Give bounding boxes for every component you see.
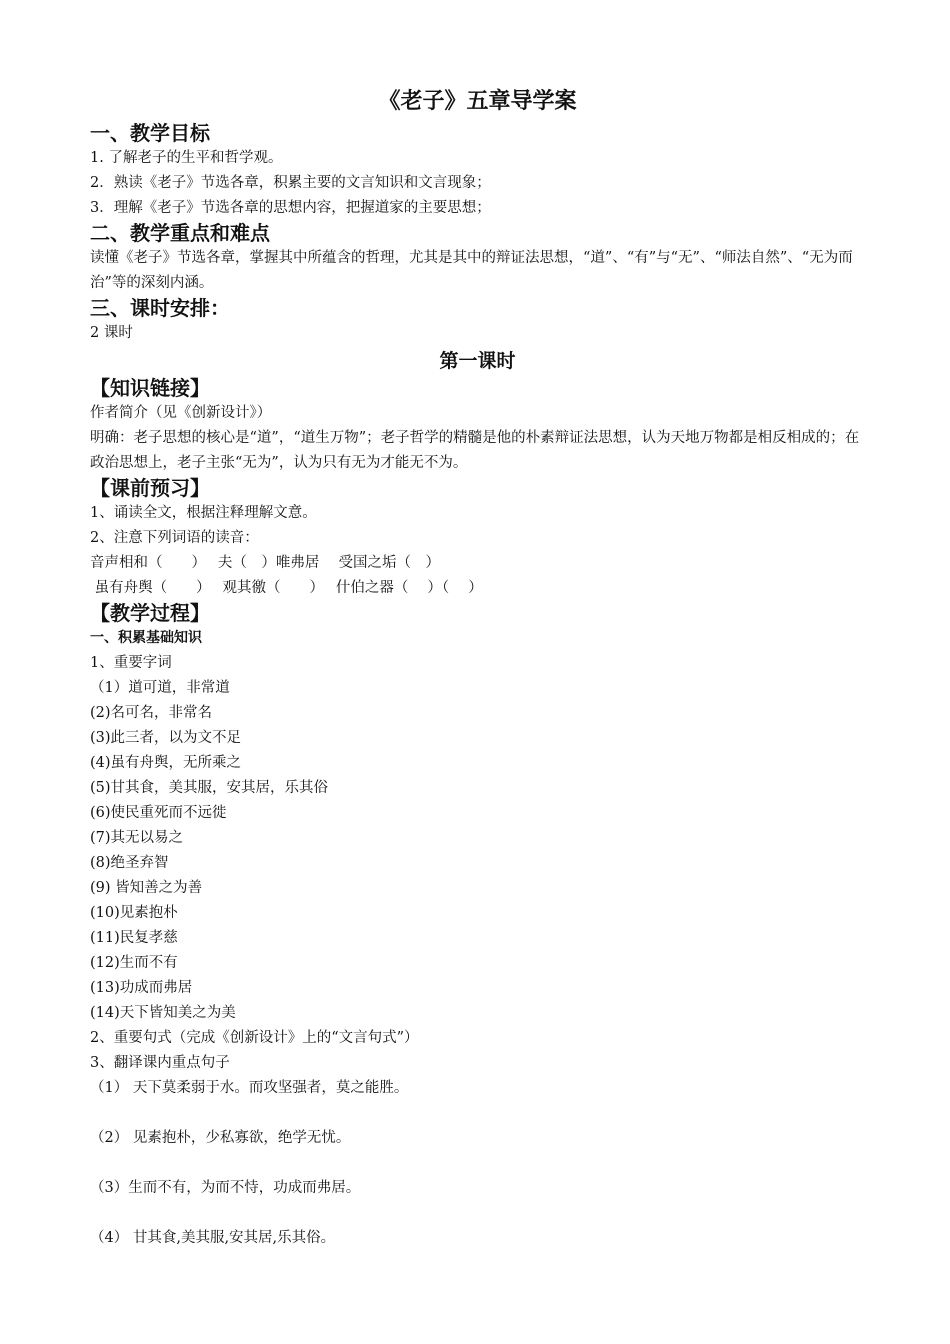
word-item: （1）道可道，非常道	[90, 680, 230, 696]
word-item: (5)甘其食，美其服，安其居，乐其俗	[90, 780, 329, 796]
word-item: (10)见素抱朴	[90, 905, 178, 921]
knowledge-text: 明确：老子思想的核心是“道”，“道生万物”；老子哲学的精髓是他的朴素辩证法思想，认为天地万物都是相反相成的；在政治思想上，老子主张“无为”，认为只有无为才能无不为。	[90, 430, 860, 471]
word-item: (4)虽有舟舆，无所乘之	[90, 755, 242, 771]
document-page	[90, 84, 865, 1251]
section-heading-objectives: 一、教学目标	[90, 121, 210, 145]
translate-sentence: （3）生而不有，为而不恃，功成而弗居。	[90, 1180, 361, 1196]
syntax-line: 2、重要句式（完成《创新设计》上的“文言句式”）	[90, 1030, 419, 1046]
preview-heading: 【课前预习】	[90, 476, 210, 500]
words-heading: 1、重要字词	[90, 655, 172, 671]
word-item: (6)使民重死而不远徙	[90, 805, 227, 821]
translate-sentence: （4） 甘其食,美其服,安其居,乐其俗。	[90, 1230, 336, 1246]
knowledge-heading: 【知识链接】	[90, 376, 210, 400]
word-item: (14)天下皆知美之为美	[90, 1005, 236, 1021]
preview-line: 1、诵读全文，根据注释理解文意。	[90, 505, 317, 521]
pronunciation-line: 虽有舟舆（ ） 观其徼（ ） 什伯之器（ ）（ ）	[90, 580, 483, 596]
section-heading-schedule: 三、课时安排：	[90, 296, 230, 320]
process-heading: 【教学过程】	[90, 601, 210, 625]
word-item: (9) 皆知善之为善	[90, 880, 203, 896]
word-item: (12)生而不有	[90, 955, 178, 971]
schedule-text: 2 课时	[90, 325, 133, 341]
word-item: (7)其无以易之	[90, 830, 184, 846]
pronunciation-line: 音声相和（ ） 夫（ ）唯弗居 受国之垢（ ）	[90, 555, 440, 571]
word-item: (11)民复孝慈	[90, 930, 178, 946]
answer-space	[90, 1151, 865, 1176]
word-item: (3)此三者，以为文不足	[90, 730, 242, 746]
answer-space	[90, 1101, 865, 1126]
preview-line: 2、注意下列词语的读音：	[90, 530, 259, 546]
translate-sentence: （1） 天下莫柔弱于水。而攻坚强者，莫之能胜。	[90, 1080, 409, 1096]
objective-item: 2．熟读《老子》节选各章，积累主要的文言知识和文言现象；	[90, 175, 491, 191]
answer-space	[90, 1201, 865, 1226]
lesson-heading: 第一课时	[439, 350, 516, 372]
objective-item: 1. 了解老子的生平和哲学观。	[90, 150, 283, 166]
page-title: 《老子》五章导学案	[378, 89, 577, 114]
word-item: (8)绝圣弃智	[90, 855, 169, 871]
focus-text: 读懂《老子》节选各章，掌握其中所蕴含的哲理，尤其是其中的辩证法思想，“道”、“有”与“无”、“师法自然”、“无为而治”等的深刻内涵。	[90, 250, 853, 291]
section-heading-focus: 二、教学重点和难点	[90, 221, 270, 245]
word-item: (13)功成而弗居	[90, 980, 193, 996]
word-item: (2)名可名，非常名	[90, 705, 213, 721]
objective-item: 3．理解《老子》节选各章的思想内容，把握道家的主要思想；	[90, 200, 491, 216]
process-subheading: 一、积累基础知识	[90, 630, 202, 646]
translate-sentence: （2） 见素抱朴，少私寡欲，绝学无忧。	[90, 1130, 351, 1146]
translate-heading: 3、翻译课内重点句子	[90, 1055, 230, 1071]
author-intro: 作者简介（见《创新设计》）	[90, 405, 272, 421]
